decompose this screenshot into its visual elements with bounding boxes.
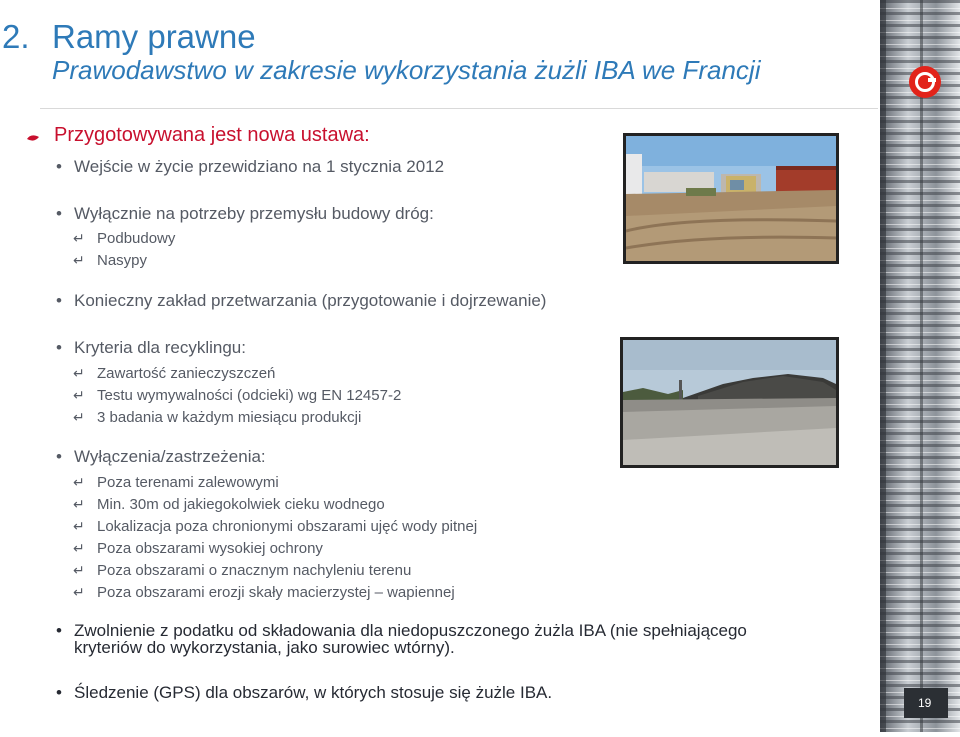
sub-list-item: ↵ Poza obszarami wysokiej ochrony bbox=[73, 540, 323, 557]
arrow-icon: ↵ bbox=[73, 562, 85, 578]
arrow-icon: ↵ bbox=[73, 584, 85, 600]
title-divider bbox=[40, 108, 878, 109]
sub-list-item: ↵ Zawartość zanieczyszczeń bbox=[73, 365, 276, 382]
page-number: 19 bbox=[918, 696, 932, 710]
list-item: • Śledzenie (GPS) dla obszarów, w których stosuje się żużle IBA. bbox=[56, 683, 553, 702]
list-item: • Kryteria dla recyklingu: bbox=[56, 338, 246, 357]
arrow-icon: ↵ bbox=[73, 409, 85, 425]
sub-list-item: ↵ Testu wymywalności (odcieki) wg EN 12457-2 bbox=[73, 387, 402, 404]
arrow-icon: ↵ bbox=[73, 518, 85, 534]
sub-list-item: ↵ Min. 30m od jakiegokolwiek cieku wodnego bbox=[73, 496, 385, 513]
arrow-icon: ↵ bbox=[73, 540, 85, 556]
arrow-icon: ↵ bbox=[73, 252, 85, 268]
sub-list-item: ↵ Nasypy bbox=[73, 252, 148, 269]
slide-number: 2. bbox=[2, 18, 30, 55]
sub-list-item: ↵ Poza obszarami erozji skały macierzystej – wapiennej bbox=[73, 584, 455, 601]
slide-title: Ramy prawne bbox=[52, 18, 256, 55]
arrow-icon: ↵ bbox=[73, 387, 85, 403]
arrow-icon: ↵ bbox=[73, 365, 85, 381]
list-item: • Konieczny zakład przetwarzania (przygotowanie i dojrzewanie) bbox=[56, 291, 547, 310]
road-construction-photo bbox=[623, 133, 839, 264]
sub-list-item: ↵ Poza terenami zalewowymi bbox=[73, 474, 279, 491]
logo-icon bbox=[909, 66, 941, 98]
sub-list-item: ↵ Poza obszarami o znacznym nachyleniu terenu bbox=[73, 562, 412, 579]
arrow-icon: ↵ bbox=[73, 474, 85, 490]
decorative-metal-strip bbox=[880, 0, 960, 732]
section-heading: Przygotowywana jest nowa ustawa: bbox=[54, 124, 370, 146]
slide-subtitle: Prawodawstwo w zakresie wykorzystania żużli IBA we Francji bbox=[52, 55, 761, 85]
sub-list-item: ↵ Lokalizacja poza chronionymi obszarami ujęć wody pitnej bbox=[73, 518, 478, 535]
arrow-icon: ↵ bbox=[73, 230, 85, 246]
list-item: • Wyłącznie na potrzeby przemysłu budowy dróg: bbox=[56, 204, 434, 223]
storage-area-photo bbox=[620, 337, 839, 468]
heading-bullet-icon bbox=[26, 131, 40, 141]
sub-list-item: ↵ Podbudowy bbox=[73, 230, 176, 247]
list-item: • Zwolnienie z podatku od składowania dla niedopuszczonego żużla IBA (nie spełniającego kryteriów do wykorzystania, jako surowiec wtórny). bbox=[56, 621, 747, 657]
sub-list-item: ↵ 3 badania w każdym miesiącu produkcji bbox=[73, 409, 362, 426]
arrow-icon: ↵ bbox=[73, 496, 85, 512]
list-item: • Wyłączenia/zastrzeżenia: bbox=[56, 447, 266, 466]
list-item: • Wejście w życie przewidziano na 1 stycznia 2012 bbox=[56, 157, 445, 176]
